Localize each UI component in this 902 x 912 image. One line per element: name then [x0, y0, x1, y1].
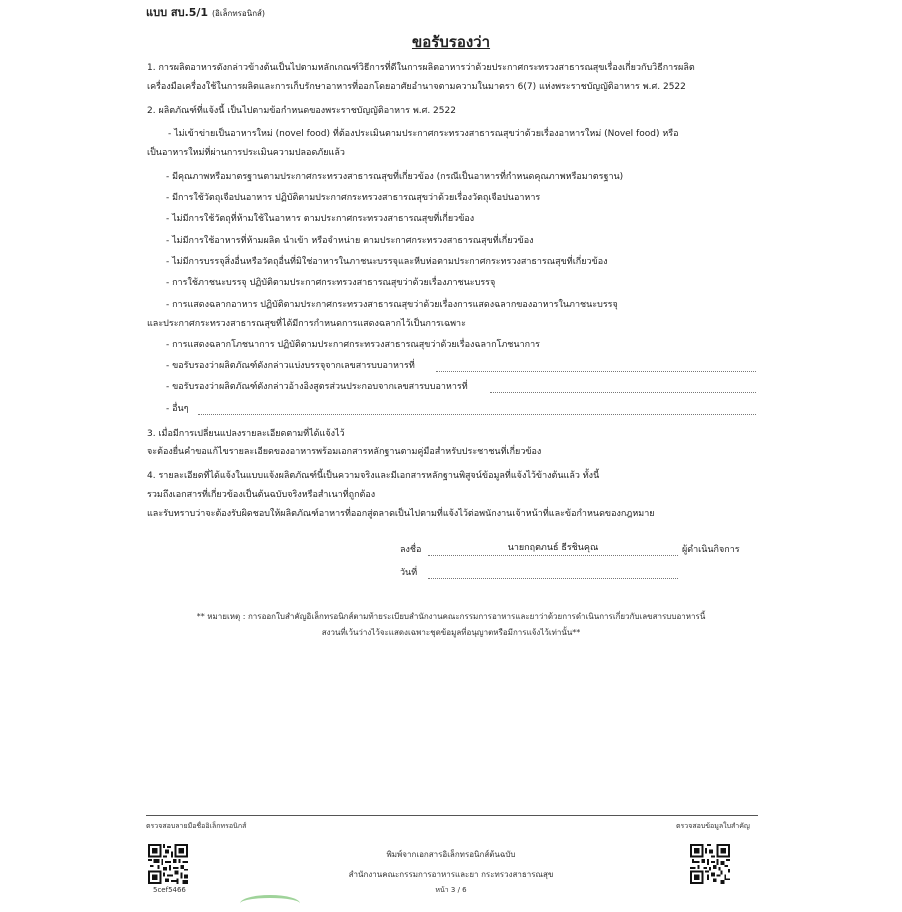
repack-item: - ขอรับรองว่าผลิตภัณฑ์ดังกล่าวแบ่งบรรจุจากเลขสารบบอาหารที่ — [166, 361, 415, 371]
page-number: หน้า 3 / 6 — [435, 886, 467, 894]
sign-label: ลงชื่อ — [400, 545, 422, 555]
date-label: วันที่ — [400, 568, 418, 578]
certificate-qr-code[interactable] — [690, 844, 730, 884]
paragraph-4-line-2: รวมถึงเอกสารที่เกี่ยวข้องเป็นต้นฉบับจริงหรือสำเนาที่ถูกต้อง — [147, 490, 376, 500]
list-item: - ไม่มีการใช้วัตถุที่ห้ามใช้ในอาหาร ตามประกาศกระทรวงสาธารณสุขที่เกี่ยวข้อง — [166, 214, 475, 224]
signer-role: ผู้ดำเนินกิจการ — [682, 545, 740, 555]
signer-name: นายกฤตภนธ์ ธีรชินคุณ — [507, 543, 599, 553]
paragraph-4-line-1: 4. รายละเอียดที่ได้แจ้งในแบบแจ้งผลิตภัณฑ์นี้เป็นความจริงและมีเอกสารหลักฐานพิสูจน์ข้อมูลที่แจ้งไว้ข้างต้นแล้ว ทั้งนี้ — [147, 471, 600, 481]
paragraph-3-line-1: 3. เมื่อมีการเปลี่ยนแปลงรายละเอียดตามที่ได้แจ้งไว้ — [147, 429, 345, 439]
form-code-note: (อิเล็กทรอนิกส์) — [211, 9, 266, 18]
repack-number-field — [436, 371, 756, 372]
verify-signature-label: ตรวจสอบลายมือชื่ออิเล็กทรอนิกส์ — [146, 822, 247, 830]
document-code: 5cef5466 — [153, 886, 186, 894]
other-item: - อื่นๆ — [166, 404, 189, 414]
issuing-agency: สำนักงานคณะกรรมการอาหารและยา กระทรวงสาธารณสุข — [348, 870, 554, 879]
printed-from-original: พิมพ์จากเอกสารอิเล็กทรอนิกส์ต้นฉบับ — [386, 850, 516, 859]
nutrition-label-item: - การแสดงฉลากโภชนาการ ปฏิบัติตามประกาศกระทรวงสาธารณสุขว่าด้วยเรื่องฉลากโภชนาการ — [166, 340, 540, 350]
list-item: - มีคุณภาพหรือมาตรฐานตามประกาศกระทรวงสาธารณสุขที่เกี่ยวข้อง (กรณีเป็นอาหารที่กำหนดคุณภาพหรือมาตรฐาน) — [166, 172, 624, 182]
paragraph-1-line-1: 1. การผลิตอาหารดังกล่าวข้างต้นเป็นไปตามหลักเกณฑ์วิธีการที่ดีในการผลิตอาหารว่าด้วยประกาศกระทรวงสาธารณสุขเรื่องเกี่ยวกับวิธีการผลิต — [147, 63, 695, 73]
list-item: - ไม่มีการใช้อาหารที่ห้ามผลิต นำเข้า หรือจำหน่าย ตามประกาศกระทรวงสาธารณสุขที่เกี่ยวข้อง — [166, 236, 534, 246]
form-code: แบบ สบ.5/1 (อิเล็กทรอนิกส์) — [146, 6, 266, 19]
ingredient-number-field — [490, 392, 756, 393]
novel-food-line-1: - ไม่เข้าข่ายเป็นอาหารใหม่ (novel food) ที่ต้องประเมินตามประกาศกระทรวงสาธารณสุขว่าด้วยเรื่องอาหารใหม่ (Novel food) หรือ — [168, 129, 679, 139]
paragraph-1-line-2: เครื่องมือเครื่องใช้ในการผลิตและการเก็บรักษาอาหารที่ออกโดยอาศัยอำนาจตามความในมาตรา 6(7) แห่งพระราชบัญญัติอาหาร พ.ศ. 2522 — [147, 82, 686, 92]
paragraph-3-line-2: จะต้องยื่นคำขอแก้ไขรายละเอียดของอาหารพร้อมเอกสารหลักฐานตามคู่มือสำหรับประชาชนที่เกี่ยวข้อง — [147, 447, 542, 457]
novel-food-line-2: เป็นอาหารใหม่ที่ผ่านการประเมินความปลอดภัยแล้ว — [147, 148, 345, 158]
signature-line — [428, 555, 678, 556]
date-line — [428, 578, 678, 579]
list-item: - มีการใช้วัตถุเจือปนอาหาร ปฏิบัติตามประกาศกระทรวงสาธารณสุขว่าด้วยเรื่องวัตถุเจือปนอาหาร — [166, 193, 541, 203]
other-field — [198, 414, 756, 415]
footnote-line-2: สงวนที่เว้นว่างไว้จะแสดงเฉพาะชุดข้อมูลที่อนุญาตหรือมีการแจ้งไว้เท่านั้น** — [321, 628, 581, 637]
list-item: - การแสดงฉลากอาหาร ปฏิบัติตามประกาศกระทรวงสาธารณสุขว่าด้วยเรื่องการแสดงฉลากของอาหารในภาชนะบรรจุ — [166, 300, 618, 310]
qr-code-icon — [690, 844, 730, 884]
ingredient-reference-item: - ขอรับรองว่าผลิตภัณฑ์ดังกล่าวอ้างอิงสูตรส่วนประกอบจากเลขสารบบอาหารที่ — [166, 382, 468, 392]
list-item: - การใช้ภาชนะบรรจุ ปฏิบัติตามประกาศกระทรวงสาธารณสุขว่าด้วยเรื่องภาชนะบรรจุ — [166, 278, 496, 288]
footer-divider — [146, 815, 758, 816]
footnote-line-1: ** หมายเหตุ : การออกใบสำคัญอิเล็กทรอนิกส์ตามท้ายระเบียบสำนักงานคณะกรรมการอาหารและยาว่าด้วยการดำเนินการเกี่ยวกับเลขสารบบอาหารนี้ — [196, 612, 706, 621]
list-item: - ไม่มีการบรรจุสิ่งอื่นหรือวัตถุอื่นที่มิใช่อาหารในภาชนะบรรจุและหีบห่อตามประกาศกระทรวงสาธารณสุขที่เกี่ยวข้อง — [166, 257, 608, 267]
decorative-emblem-edge — [240, 895, 300, 912]
verify-certificate-label: ตรวจสอบข้อมูลใบสำคัญ — [676, 822, 750, 830]
paragraph-4-line-3: และรับทราบว่าจะต้องรับผิดชอบให้ผลิตภัณฑ์อาหารที่ออกสู่ตลาดเป็นไปตามที่แจ้งไว้ต่อพนักงานเจ้าหน้าที่และข้อกำหนดของกฎหมาย — [147, 509, 655, 519]
list-item-continuation: และประกาศกระทรวงสาธารณสุขที่ได้มีการกำหนดการแสดงฉลากไว้เป็นการเฉพาะ — [147, 319, 466, 329]
page-title: ขอรับรองว่า — [411, 33, 491, 51]
paragraph-2: 2. ผลิตภัณฑ์ที่แจ้งนี้ เป็นไปตามข้อกำหนดของพระราชบัญญัติอาหาร พ.ศ. 2522 — [147, 106, 456, 116]
